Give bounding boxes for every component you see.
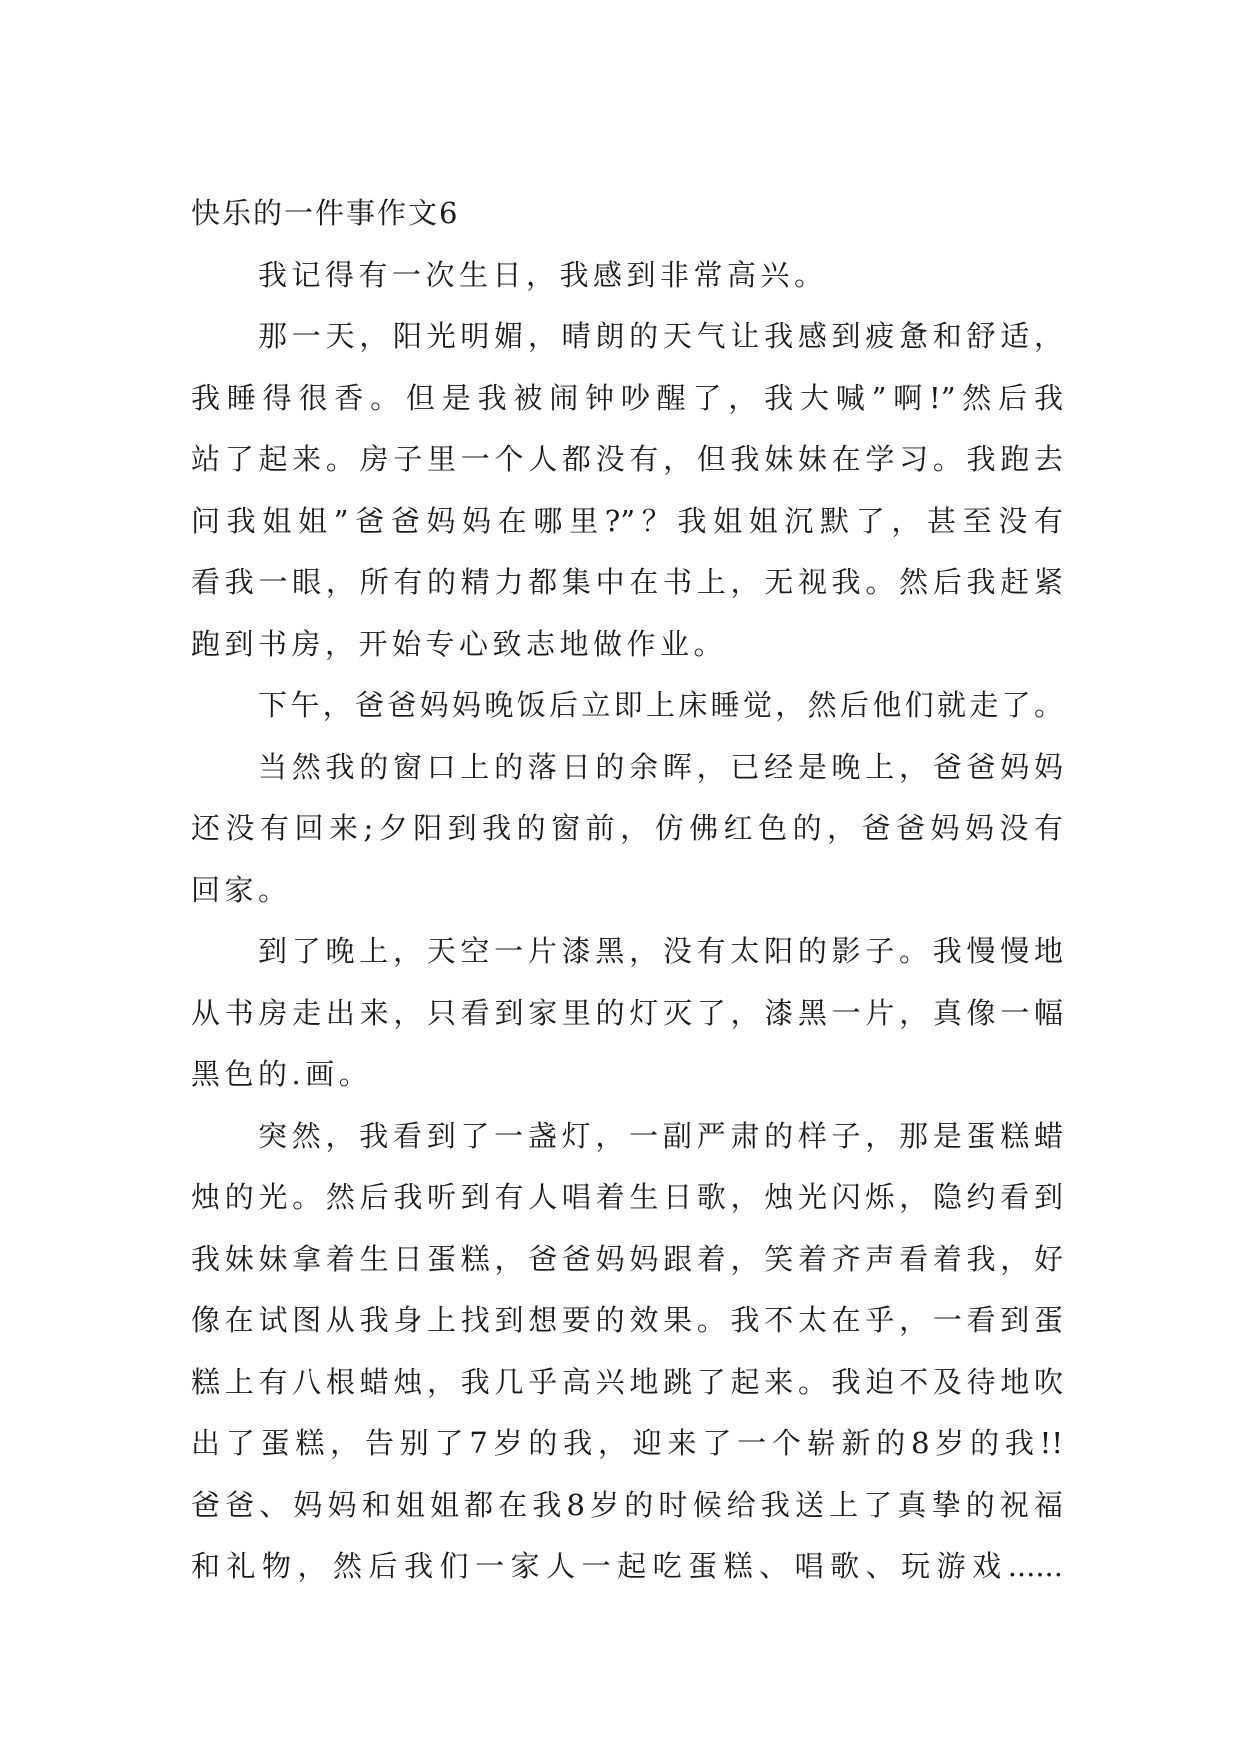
- paragraph-line: 问我姐姐”爸爸妈妈在哪里?”？我姐姐沉默了，甚至没有: [191, 503, 1063, 538]
- document-title: 快乐的一件事作文6: [191, 196, 460, 230]
- paragraph-line: 出了蛋糕，告别了7岁的我，迎来了一个崭新的8岁的我!!: [191, 1426, 1063, 1460]
- document-body: [191, 183, 1063, 1598]
- paragraph-line: 到了晚上，天空一片漆黑，没有太阳的影子。我慢慢地: [258, 934, 1063, 968]
- paragraph-line: 站了起来。房子里一个人都没有，但我妹妹在学习。我跑去: [191, 442, 1063, 476]
- paragraph-line: 糕上有八根蜡烛，我几乎高兴地跳了起来。我迫不及待地吹: [191, 1364, 1063, 1399]
- paragraph: [191, 306, 1063, 675]
- paragraph-line: 爸爸、妈妈和姐姐都在我8岁的时候给我送上了真挚的祝福: [191, 1487, 1063, 1522]
- paragraph-line: 我睡得很香。但是我被闹钟吵醒了，我大喊”啊!”然后我: [191, 380, 1063, 415]
- paragraph-line: 黑色的.画。: [191, 1057, 373, 1091]
- paragraph: [191, 245, 1063, 307]
- paragraph-line: 回家。: [191, 872, 292, 907]
- paragraph-line: 突然，我看到了一盏灯，一副严肃的样子，那是蛋糕蜡: [258, 1118, 1063, 1153]
- paragraph-line: 那一天，阳光明媚，晴朗的天气让我感到疲惫和舒适，: [258, 319, 1063, 353]
- paragraph-line: 从书房走出来，只看到家里的灯灭了，漆黑一片，真像一幅: [191, 995, 1063, 1030]
- paragraph-line: 当然我的窗口上的落日的余晖，已经是晚上，爸爸妈妈: [258, 749, 1063, 784]
- paragraph-line: 我妹妹拿着生日蛋糕，爸爸妈妈跟着，笑着齐声看着我，好: [191, 1241, 1063, 1276]
- paragraph-line: 跑到书房，开始专心致志地做作业。: [191, 626, 728, 661]
- paragraph: [191, 737, 1063, 922]
- paragraph-line: 像在试图从我身上找到想要的效果。我不太在乎，一看到蛋: [191, 1303, 1063, 1337]
- paragraph-line: 烛的光。然后我听到有人唱着生日歌，烛光闪烁，隐约看到: [191, 1180, 1063, 1214]
- paragraph-line: 还没有回来;夕阳到我的窗前，仿佛红色的，爸爸妈妈没有: [191, 811, 1063, 845]
- paragraph-line: 看我一眼，所有的精力都集中在书上，无视我。然后我赶紧: [191, 565, 1063, 599]
- paragraph: [191, 675, 1063, 737]
- paragraph: [191, 921, 1063, 1106]
- paragraph-line: 我记得有一次生日，我感到非常高兴。: [258, 257, 828, 292]
- paragraph-line: 和礼物，然后我们一家人一起吃蛋糕、唱歌、玩游戏......: [191, 1549, 1063, 1583]
- paragraph-line: 下午，爸爸妈妈晚饭后立即上床睡觉，然后他们就走了。: [258, 688, 1063, 722]
- paragraph: [191, 1106, 1063, 1598]
